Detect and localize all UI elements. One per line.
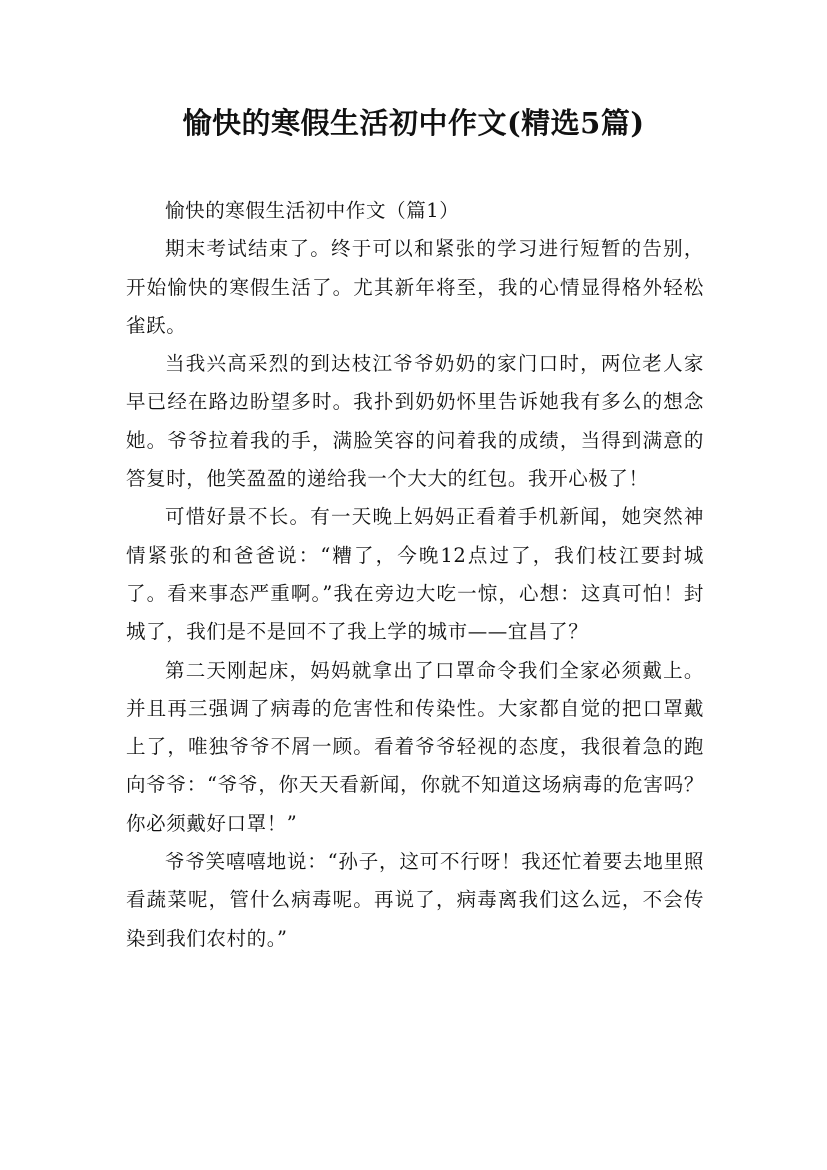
- document-body: [126, 192, 704, 958]
- paragraph-4: 第二天刚起床，妈妈就拿出了口罩命令我们全家必须戴上。并且再三强调了病毒的危害性和传染性。大家都自觉的把口罩戴上了，唯独爷爷不屑一顾。看着爷爷轻视的态度，我很着急的跑向爷爷：“爷爷，你天天看新闻，你就不知道这场病毒的危害吗？你必须戴好口罩！”: [126, 658, 704, 835]
- paragraph-2: 当我兴高采烈的到达枝江爷爷奶奶的家门口时，两位老人家早已经在路边盼望多时。我扑到奶奶怀里告诉她我有多么的想念她。爷爷拉着我的手，满脸笑容的问着我的成绩，当得到满意的答复时，他笑盈盈的递给我一个大大的红包。我开心极了！: [126, 352, 704, 491]
- paragraph-5: 爷爷笑嘻嘻地说：“孙子，这可不行呀！我还忙着要去地里照看蔬菜呢，管什么病毒呢。再说了，病毒离我们这么远，不会传染到我们农村的。”: [126, 850, 704, 950]
- paragraph-1: 期末考试结束了。终于可以和紧张的学习进行短暂的告别，开始愉快的寒假生活了。尤其新年将至，我的心情显得格外轻松雀跃。: [126, 237, 704, 337]
- document-title: 愉快的寒假生活初中作文(精选5篇): [182, 106, 645, 140]
- paragraph-3: 可惜好景不长。有一天晚上妈妈正看着手机新闻，她突然神情紧张的和爸爸说：“糟了，今晚12点过了，我们枝江要封城了。看来事态严重啊。”我在旁边大吃一惊，心想：这真可怕！封城了，我们是不是回不了我上学的城市——宜昌了？: [126, 505, 704, 644]
- section-heading: 愉快的寒假生活初中作文（篇1）: [165, 199, 460, 222]
